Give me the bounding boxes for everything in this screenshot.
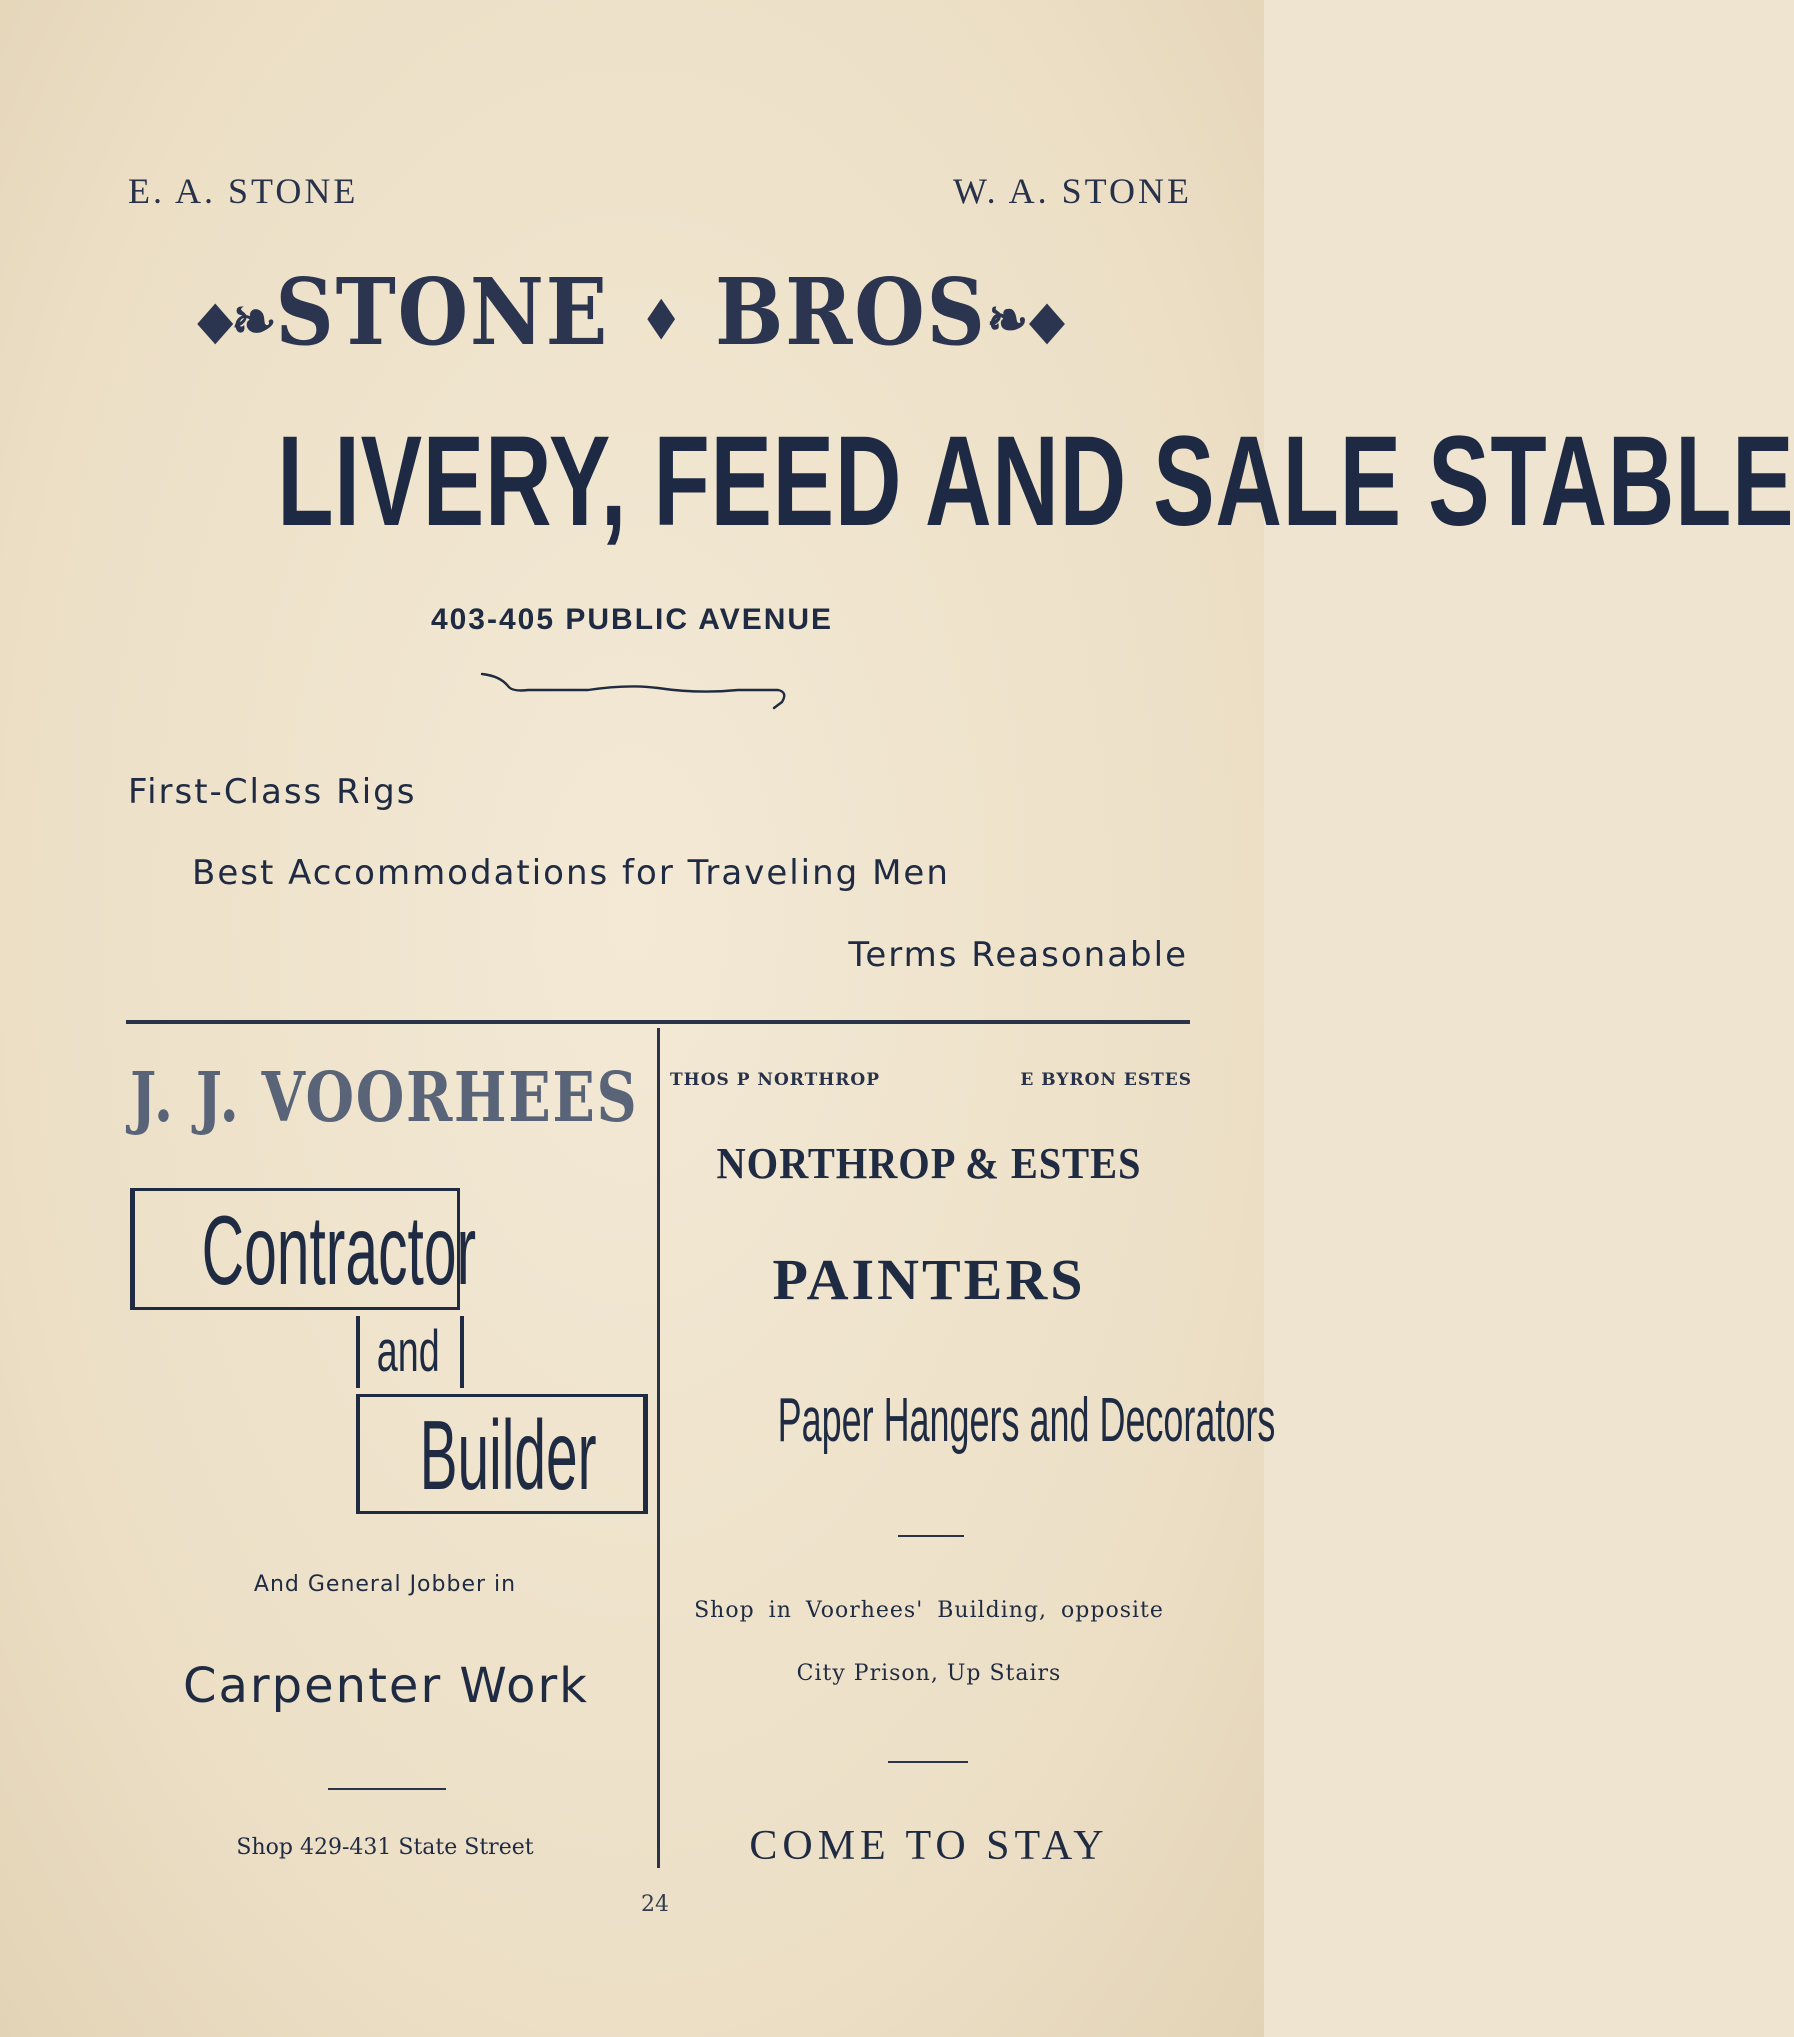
right-ornament-icon: ❧⬥ bbox=[986, 286, 1067, 353]
northrop-estes-firm: NORTHROP & ESTES bbox=[716, 1139, 1142, 1188]
painters-heading: PAINTERS bbox=[772, 1247, 1086, 1312]
voorhees-name: J. J. VOORHEES bbox=[130, 1058, 639, 1138]
slogan: COME TO STAY bbox=[749, 1823, 1109, 1869]
voorhees-shop-address: Shop 429-431 State Street bbox=[236, 1835, 534, 1860]
firm-left: STONE bbox=[275, 258, 610, 366]
shop-location-line-1: Shop in Voorhees' Building, opposite bbox=[694, 1598, 1164, 1623]
partner-estes: E BYRON ESTES bbox=[1020, 1070, 1192, 1090]
section-divider bbox=[126, 1020, 1190, 1024]
center-ornament-icon: ♦ bbox=[639, 287, 686, 354]
column-divider bbox=[657, 1028, 660, 1868]
builder-label: Builder bbox=[419, 1400, 597, 1510]
services-line: Paper Hangers and Decorators bbox=[777, 1386, 1276, 1455]
partner-northrop: THOS P NORTHROP bbox=[670, 1070, 881, 1090]
left-ornament-icon: ⬥❧ bbox=[197, 286, 276, 353]
address: 403-405 PUBLIC AVENUE bbox=[430, 603, 834, 636]
flourish-divider bbox=[478, 668, 798, 712]
left-short-rule bbox=[328, 1788, 446, 1790]
feature-terms: Terms Reasonable bbox=[848, 935, 1188, 975]
firm-right: BROS bbox=[714, 258, 987, 366]
right-short-rule bbox=[898, 1535, 964, 1537]
feature-accommodations: Best Accommodations for Traveling Men bbox=[192, 853, 950, 893]
page-number: 24 bbox=[641, 1892, 669, 1917]
and-label: and bbox=[376, 1319, 440, 1384]
firm-title bbox=[76, 258, 1188, 366]
carpenter-work: Carpenter Work bbox=[183, 1658, 589, 1714]
right-short-rule-2 bbox=[888, 1761, 968, 1763]
owner-left: E. A. STONE bbox=[128, 171, 359, 211]
business-headline: LIVERY, FEED AND SALE STABLE bbox=[277, 410, 1794, 553]
shop-location-line-2: City Prison, Up Stairs bbox=[796, 1661, 1062, 1686]
jobber-line: And General Jobber in bbox=[253, 1572, 517, 1597]
feature-rigs: First-Class Rigs bbox=[128, 772, 417, 812]
owner-right: W. A. STONE bbox=[952, 171, 1192, 211]
contractor-label: Contractor bbox=[201, 1195, 477, 1305]
